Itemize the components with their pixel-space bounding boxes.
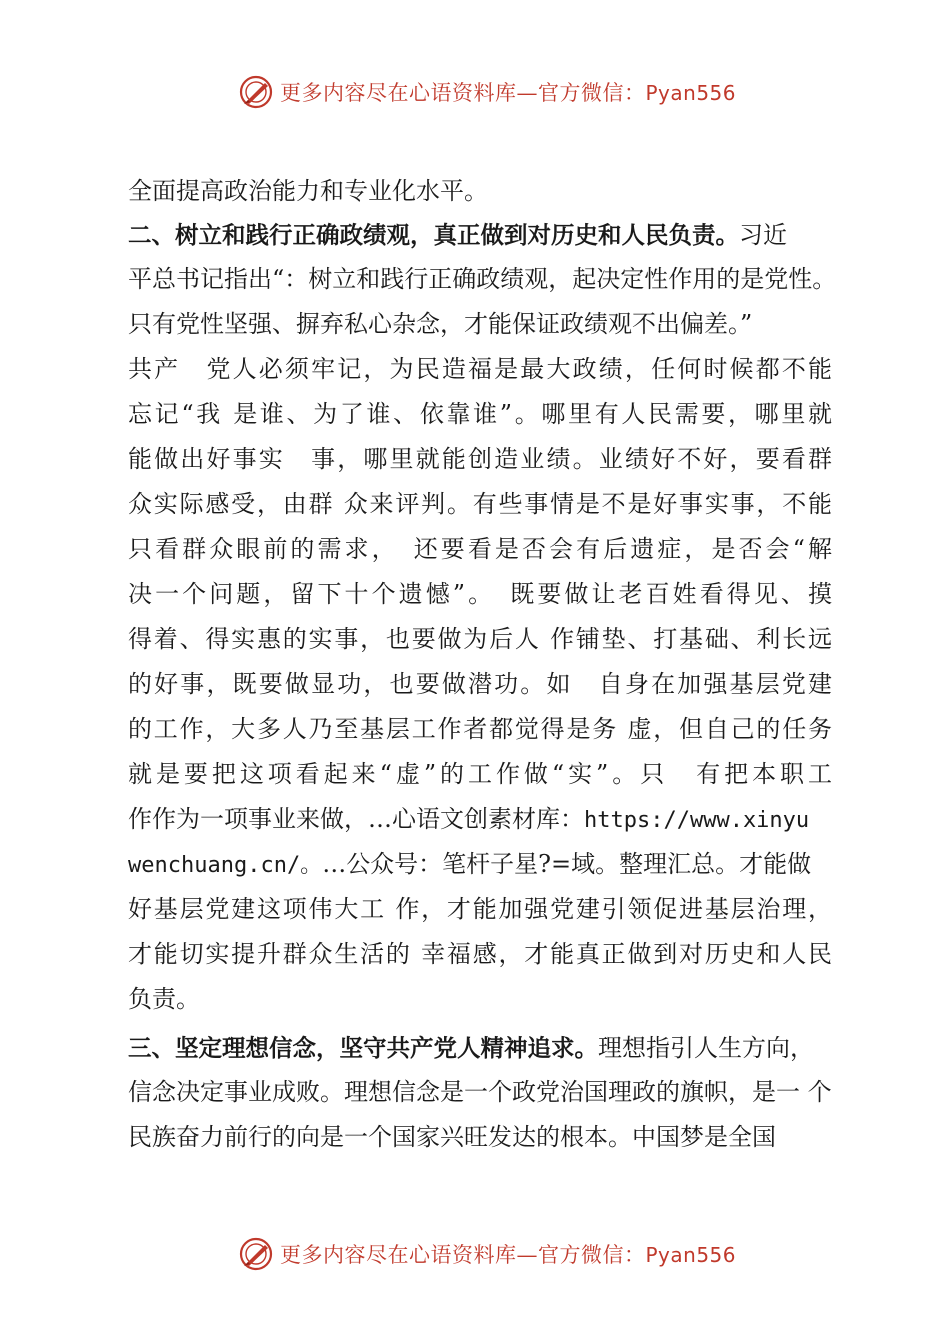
text-line: 的好事，既要做显功，也要做潜功。如 自身在加强基层党建: [128, 670, 832, 698]
text-line: 平总书记指出“：树立和践行正确政绩观，起决定性作用的是党性。: [128, 265, 837, 293]
text-line: [128, 841, 832, 887]
section-2-heading-line: [128, 212, 832, 258]
watermark-text: 更多内容尽在心语资料库—官方微信：Pyan556: [280, 81, 737, 105]
text-line: 忘记“我 是谁、为了谁、依靠谁”。哪里有人民需要，哪里就: [128, 400, 832, 428]
source-url: https://www.xinyu: [584, 808, 810, 833]
source-url-continued: wenchuang.cn/。: [128, 853, 323, 878]
text-line: 共产 党人必须牢记，为民造福是最大政绩，任何时候都不能: [128, 355, 832, 383]
text-line: 好基层党建这项伟大工 作，才能加强党建引领促进基层治理，: [128, 895, 832, 923]
watermark-banner-bottom: [0, 1234, 950, 1274]
text-line: 信念决定事业成败。理想信念是一个政党治国理政的旗帜，是一 个: [128, 1078, 832, 1106]
text-line: 就是要把这项看起来“虚”的工作做“实”。只 有把本职工: [128, 760, 832, 788]
text-line: 的工作，大多人乃至基层工作者都觉得是务 虚，但自己的任务: [128, 715, 832, 743]
text-line: [128, 796, 832, 842]
section-3-heading-line: [128, 1025, 832, 1071]
text-line: 只看群众眼前的需求， 还要看是否会有后遗症，是否会“解: [128, 535, 832, 563]
watermark-text: 更多内容尽在心语资料库—官方微信：Pyan556: [280, 1243, 737, 1267]
text-fragment: 作作为一项事业来做，…心语文创素材库：: [128, 805, 584, 833]
watermark-banner-top: [0, 72, 950, 112]
text-line: 决一个问题，留下十个遗憾”。 既要做让老百姓看得见、摸: [128, 580, 832, 608]
text-line: 得着、得实惠的实事，也要做为后人 作铺垫、打基础、利长远: [128, 625, 832, 653]
text-line: 才能切实提升群众生活的 幸福感，才能真正做到对历史和人民: [128, 940, 832, 968]
text-fragment: …公众号：笔杆子星?=域。整理汇总。才能做: [322, 850, 812, 878]
brand-logo-icon: [238, 74, 274, 110]
text-line: 众实际感受，由群 众来评判。有些事情是不是好事实事，不能: [128, 490, 832, 518]
text-fragment: 习近: [739, 221, 787, 249]
text-line: 负责。: [128, 985, 200, 1013]
section-2-heading: 二、树立和践行正确政绩观，真正做到对历史和人民负责。: [128, 221, 739, 249]
text-line: 能做出好事实 事，哪里就能创造业绩。业绩好不好，要看群: [128, 445, 832, 473]
text-line: 民族奋力前行的向是一个国家兴旺发达的根本。中国梦是全国: [128, 1123, 776, 1151]
text-fragment: 理想指引人生方向，: [598, 1034, 814, 1062]
brand-logo-icon: [238, 1236, 274, 1272]
text-line: 全面提高政治能力和专业化水平。: [128, 177, 488, 205]
text-line: 只有党性坚强、摒弃私心杂念，才能保证政绩观不出偏差。”: [128, 310, 753, 338]
section-3-heading: 三、坚定理想信念，坚守共产党人精神追求。: [128, 1034, 598, 1062]
